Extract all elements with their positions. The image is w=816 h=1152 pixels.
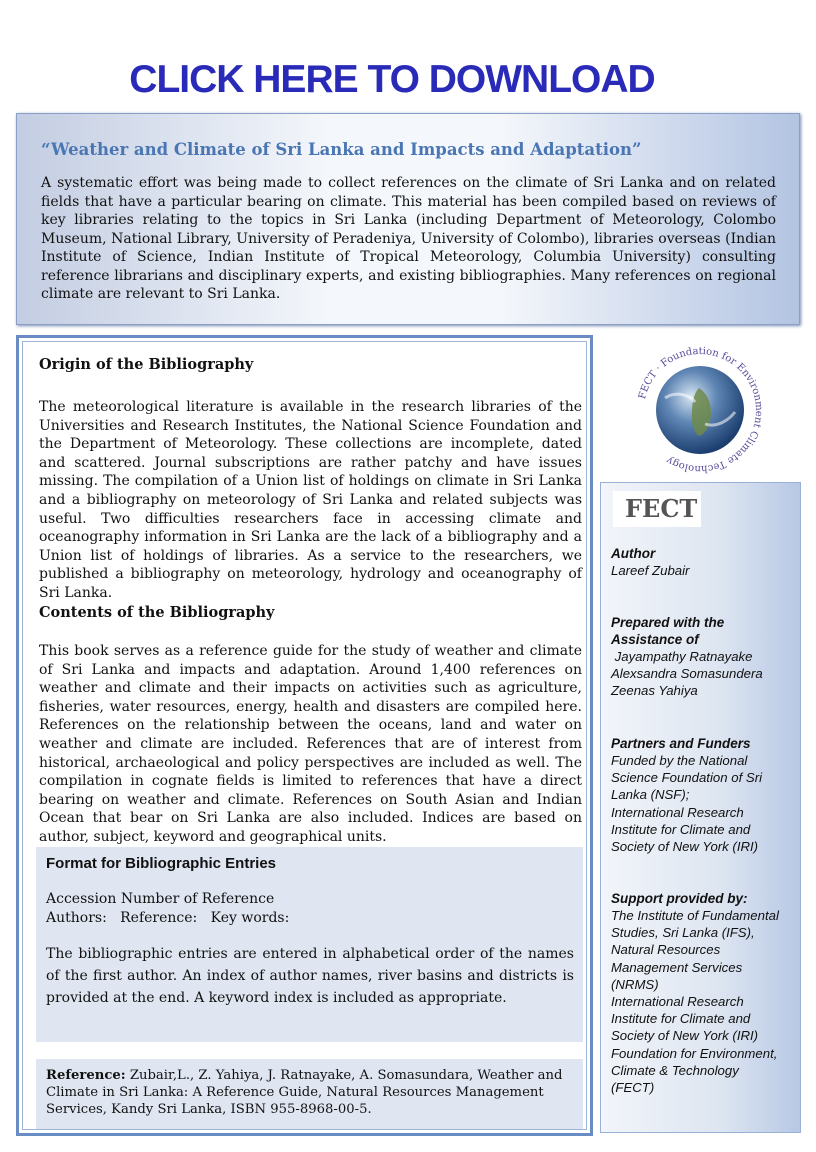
prepared-heading-line: Prepared with the xyxy=(611,615,725,630)
support-line: Institute for Climate and xyxy=(611,1011,751,1027)
logo-ring-text: FECT · Foundation for Environment Climate Technology xyxy=(637,345,765,475)
origin-heading: Origin of the Bibliography xyxy=(39,356,254,373)
format-line-fields: Authors: Reference: Key words: xyxy=(46,910,290,926)
reference-citation xyxy=(46,1067,576,1118)
partners-line: Science Foundation of Sri xyxy=(611,770,763,786)
prepared-name: Jayampathy Ratnayake xyxy=(611,649,753,664)
support-line: The Institute of Fundamental xyxy=(611,908,779,923)
support-line: (NRMS) xyxy=(611,976,659,992)
author-name: Lareef Zubair xyxy=(611,563,690,578)
support-line: Natural Resources xyxy=(611,942,721,958)
contents-heading: Contents of the Bibliography xyxy=(39,604,275,621)
author-heading: Author xyxy=(611,546,656,561)
format-text: The bibliographic entries are entered in alphabetical order of the names of the first author. An index of author names, river basins and districts is provided at the end. A keyword index is included as appropriate. xyxy=(46,946,574,1006)
fect-logo-label: FECT xyxy=(613,491,701,527)
support-line: International Research xyxy=(611,994,744,1010)
partners-line: Institute for Climate and xyxy=(611,821,751,837)
support-text xyxy=(611,907,796,1096)
partners-line: Lanka (NSF); xyxy=(611,787,690,803)
reference-text: Zubair,L., Z. Yahiya, J. Ratnayake, A. Somasundara, Weather and Climate in Sri Lanka: A Reference Guide, Natural Resources Management Services, Kandy Sri Lanka, ISBN 955-8968-00-5. xyxy=(46,1068,563,1117)
prepared-heading-line: Assistance of xyxy=(611,632,699,647)
partners-heading: Partners and Funders xyxy=(611,736,751,751)
support-heading: Support provided by: xyxy=(611,891,748,906)
format-box xyxy=(36,847,583,1042)
prepared-name: Zeenas Yahiya xyxy=(611,683,698,699)
summary-box xyxy=(16,113,800,325)
support-line: Management Services xyxy=(611,959,743,975)
prepared-name: Alexsandra Somasundera xyxy=(611,666,763,682)
support-line: Society of New York (IRI) xyxy=(611,1028,759,1044)
support-line: Studies, Sri Lanka (IFS), xyxy=(611,925,755,941)
partners-line: Society of New York (IRI) xyxy=(611,839,759,855)
support-line: Climate & Technology xyxy=(611,1062,739,1078)
origin-text: The meteorological literature is available in the research libraries of the Universities and Research Institutes, the National Science Foundation and the Department of Meteorology. These collections are incomplete, dated and scattered. Journal subscriptions are rather patchy and have issues missing. The compilation of a Union list of holdings on climate in Sri Lanka and a bibliography on meteorology of Sri Lanka and related subjects was useful. Two difficulties researchers face in accessing climate and oceanography information in Sri Lanka are the lack of a bibliography and a Union list of holdings of libraries. As a service to the researchers, we published a bibliography on meteorology, hydrology and oceanography of Sri Lanka. xyxy=(39,399,582,601)
book-title: “Weather and Climate of Sri Lanka and Impacts and Adaptation” xyxy=(41,140,642,159)
main-content-inner xyxy=(22,341,587,1130)
partners-line: International Research xyxy=(611,804,744,820)
download-link[interactable]: CLICK HERE TO DOWNLOAD xyxy=(129,58,655,101)
contents-text: This book serves as a reference guide for the study of weather and climate of Sri Lanka and impacts and adaptation. Around 1,400 references on weather and climate and their impacts on activities such as agriculture, fisheries, water resources, energy, health and disasters are compiled here. References on the relationship between the oceans, land and water on weather and climate are included. References that are of interest from historical, archaeological and policy perspectives are included as well. The compilation in cognate fields is limited to references that have a direct bearing on weather and climate. References on South Asian and Indian Ocean that bear on Sri Lanka are also included. Indices are based on author, subject, keyword and geographical units. xyxy=(39,643,582,845)
support-line: (FECT) xyxy=(611,1080,655,1096)
fect-logo xyxy=(625,340,775,480)
format-line-accession: Accession Number of Reference xyxy=(46,891,275,907)
prepared-heading xyxy=(611,614,796,648)
format-heading: Format for Bibliographic Entries xyxy=(46,855,277,872)
partners-text xyxy=(611,752,796,855)
intro-text: A systematic effort was being made to collect references on the climate of Sri Lanka and on related fields that have a particular bearing on climate. This material has been compiled based on reviews of key libraries relating to the topics in Sri Lanka (including Department of Meteorology, Colombo Museum, National Library, University of Peradeniya, University of Colombo), libraries overseas (Indian Institute of Science, Indian Institute of Tropical Meteorology, Columbia University) consulting reference librarians and disciplinary experts, and existing bibliographies. Many references on regional climate are relevant to Sri Lanka. xyxy=(41,175,776,302)
reference-box xyxy=(36,1059,583,1129)
prepared-names xyxy=(611,648,796,700)
partners-line: Funded by the National xyxy=(611,753,748,768)
sidebar xyxy=(600,482,801,1133)
support-line: Foundation for Environment, xyxy=(611,1045,778,1061)
reference-label: Reference: xyxy=(46,1068,126,1083)
main-content-box xyxy=(16,335,593,1136)
